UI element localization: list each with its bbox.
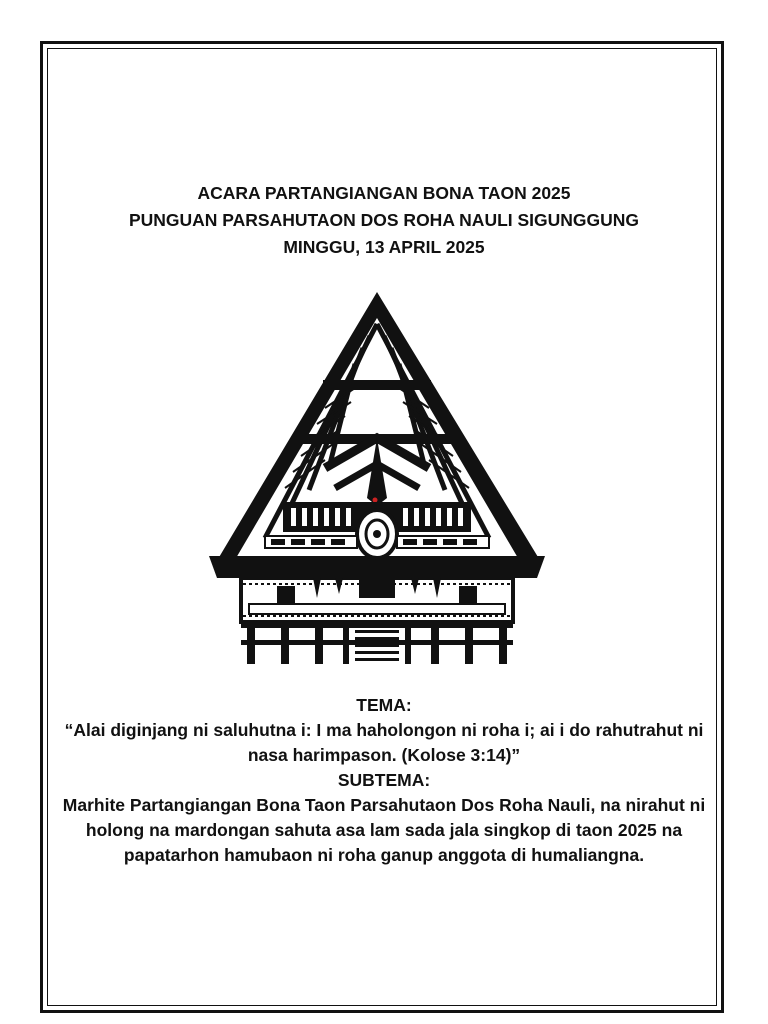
theme-verse: “Alai diginjang ni saluhutna i: I ma haholongon ni roha i; ai i do rahutrahut ni nasa harimpason. (Kolose 3:14)” (64, 720, 704, 765)
theme-section (60, 693, 708, 868)
document-header (0, 180, 768, 261)
event-date: MINGGU, 13 APRIL 2025 (283, 237, 485, 257)
theme-label: TEMA: (356, 695, 412, 715)
organization-name: PUNGUAN PARSAHUTAON DOS ROHA NAULI SIGUNGGUNG (128, 210, 640, 230)
subtheme-label: SUBTEMA: (337, 770, 431, 790)
roof-beam-upper (323, 380, 431, 390)
house-stairs (355, 630, 399, 661)
event-title: ACARA PARTANGIANGAN BONA TAON 2025 (197, 183, 571, 203)
subtheme-text: Marhite Partangiangan Bona Taon Parsahutaon Dos Roha Nauli, na nirahut ni holong na mardongan sahuta asa lam sada jala singkop di taon 2025 na papatarhon hamubaon ni roha ganup anggota di humaliangna. (62, 795, 706, 865)
batak-traditional-house-icon (205, 288, 550, 664)
house-door (359, 572, 395, 598)
wall-band (249, 604, 505, 614)
roof-red-dot (373, 498, 378, 503)
